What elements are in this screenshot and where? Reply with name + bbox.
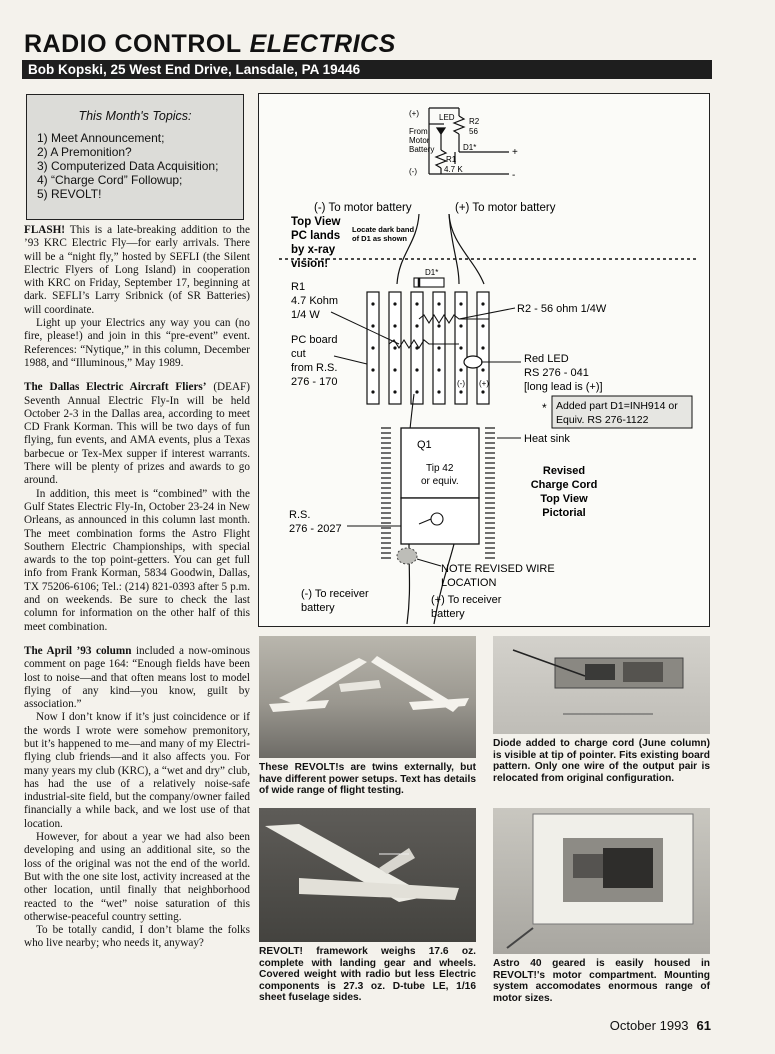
led-body	[464, 356, 482, 368]
schem-d1: D1*	[463, 143, 477, 152]
led-minus: (-)	[457, 379, 465, 388]
added-part-line: Added part D1=INH914 or	[556, 400, 678, 412]
lead-in: The April ’93 column	[24, 644, 132, 657]
caption-motor-compartment: Astro 40 geared is easily housed in REVOLT!'s motor compartment. Mounting system accomodates enormous range of motor sizes.	[493, 958, 710, 1004]
pc-board-label	[291, 334, 337, 388]
title-italic: ELECTRICS	[249, 30, 396, 58]
paragraph: However, for about a year we had also been developing and using an additional site, so the loss of the original was not the end of the world. But with the one site lost, activity increased at the other location, until finally that neighborhood reacted to the “wet” noise saturation of this otherwise-peaceful country setting.	[24, 831, 250, 923]
top-view-label	[291, 216, 340, 270]
svg-text:cut: cut	[291, 348, 306, 360]
svg-text:Top View: Top View	[291, 216, 341, 228]
r2-label: R2 - 56 ohm 1/4W	[517, 303, 607, 315]
tip-label: Tip 42	[426, 463, 454, 474]
byline-bar: Bob Kopski, 25 West End Drive, Lansdale, PA 19446	[22, 60, 712, 79]
paragraph: The Dallas Electric Aircraft Fliers’ (DEAF) Seventh Annual Electric Fly-In will be held October 2-3 in the Dallas area, according to meet CD Frank Korman. This will be two days of fun flying, fun events, and AMA events, plus a Texas barbecue or Tex-Mex supper if interest warrants. There will be plenty of prizes and awards to go around.	[24, 381, 250, 487]
svg-text:[long lead is (+)]: [long lead is (+)]	[524, 381, 603, 393]
svg-text:Revised: Revised	[542, 465, 586, 477]
topics-list	[27, 131, 243, 201]
q1-label: Q1	[417, 439, 432, 451]
revised-pictorial-label	[531, 465, 598, 519]
locate-label: Locate dark band	[352, 225, 415, 234]
schem-plus: (+)	[409, 109, 419, 118]
heat-sink-label: Heat sink	[524, 433, 570, 445]
added-star: *	[542, 401, 547, 415]
diode-label: D1*	[425, 268, 439, 277]
neg-receiver-label: battery	[301, 602, 335, 614]
pos-motor-label: (+) To motor battery	[455, 202, 556, 214]
caption-twin-planes: These REVOLT!s are twins externally, but have different power setups. Text has details of wide range of flight testing.	[259, 762, 476, 797]
motor-sketch	[493, 808, 710, 954]
topic-item: 3) Computerized Data Acquisition;	[37, 159, 219, 173]
lead-in: The Dallas Electric Aircraft Fliers’	[24, 381, 207, 394]
topic-item: 1) Meet Announcement;	[37, 131, 165, 145]
diagram-svg	[259, 94, 711, 628]
page-number: 61	[696, 1018, 711, 1033]
topic-item: 2) A Premonition?	[37, 145, 132, 159]
svg-text:Red LED: Red LED	[524, 353, 569, 365]
schem-led: LED	[439, 113, 455, 122]
topics-box	[26, 94, 244, 220]
paragraph: In addition, this meet is “combined” with the Gulf States Electric Fly-In, October 23-24 in New Orleans, as announced in this column last month. The meet combination forms the Astro Flight Southern Electric Championships, with special awards to the top point-getters. You can get full info from Frank Korman, 5834 Goodwin, Dallas, TX 75206-6106; Tel.: (214) 821-0393 after 5 p.m. and on weekends. Be sure to check the last column for information on the other half of this meet combination.	[24, 487, 250, 633]
framework-sketch	[259, 808, 476, 942]
rs-label: 276 - 2027	[289, 523, 342, 535]
topic-item: 4) “Charge Cord” Followup;	[37, 173, 183, 187]
heat-sink-left	[381, 428, 391, 558]
paragraph: Now I don’t know if it’s just coincidence or if the words I wrote were somehow premonitory, but it’s happened to me—and many of my Electri-flying club friends—and it also affects you. For many years my club (KRC), a “wet and dry” club, has had the use of a relatively noise-safe industrial-site field, but the company/owner failed financially a while back, and we lost use of that location.	[24, 711, 250, 830]
page-footer	[610, 1018, 711, 1033]
paragraph: FLASH! This is a late-breaking addition to the ’93 KRC Electric Fly—for early arrivals. There will be a “night fly,” hosted by SEFLI (the Silent Electric Flyers of Long Island) in cooperation with KRC on Friday, September 17, beginning at dark. SEFLI’s Larry Sribnick (of SR Batteries) will coordinate.	[24, 224, 250, 316]
svg-text:R1: R1	[291, 281, 306, 293]
paragraph: The April ’93 column included a now-ominous comment on page 164: “Enough fields have been lost to noise—and that often means lost to model flying of any kind—you know, guilt by association.”	[24, 644, 250, 711]
note-label: NOTE REVISED WIRE	[441, 563, 555, 575]
svg-text:PC lands: PC lands	[291, 230, 341, 242]
schem-out-plus: +	[512, 147, 518, 158]
note-label: LOCATION	[441, 577, 497, 589]
rs-label: R.S.	[289, 509, 311, 521]
neg-motor-label: (-) To motor battery	[314, 202, 412, 214]
svg-text:276 - 170: 276 - 170	[291, 376, 338, 388]
led-label	[524, 353, 603, 393]
photo-motor-compartment	[493, 808, 710, 954]
paragraph: Light up your Electrics any way you can (no fire, please!) and join in this “pre-event” event. References: “Nytique,” in this column, December 1988, and “Illuminous,” May 1989.	[24, 317, 250, 369]
topics-heading: This Month's Topics:	[78, 109, 192, 123]
pos-receiver-label: (+) To receiver	[431, 594, 502, 606]
pc-board-strips	[367, 292, 489, 404]
lead-in: FLASH!	[24, 224, 66, 236]
svg-text:1/4 W: 1/4 W	[291, 309, 320, 321]
led-plus: (+)	[479, 379, 489, 388]
photo-twin-planes	[259, 636, 476, 758]
schem-out-minus: -	[512, 170, 516, 181]
plane-silhouettes	[259, 636, 476, 758]
caption-diode-board: Diode added to charge cord (June column) is visible at tip of pointer. Fits existing board pattern. Only one wire of the output pair is relocated from original configuration.	[493, 738, 710, 784]
pos-receiver-label: battery	[431, 608, 465, 620]
schem-47k: 4.7 K	[444, 165, 463, 174]
revised-wire-marker	[397, 548, 417, 564]
schem-battery: Battery	[409, 145, 435, 154]
svg-text:Charge Cord: Charge Cord	[530, 479, 598, 491]
neg-receiver-label: (-) To receiver	[301, 588, 369, 600]
tip-label: or equiv.	[421, 476, 459, 487]
board-sketch	[493, 636, 710, 734]
column-title	[24, 30, 396, 59]
schem-motor: Motor	[409, 136, 430, 145]
photo-framework	[259, 808, 476, 942]
article-column	[24, 224, 250, 951]
heat-sink-right	[485, 428, 495, 558]
paragraph: To be totally candid, I don’t blame the folks who live nearby; who needs it, anyway?	[24, 924, 250, 950]
schem-56: 56	[469, 127, 478, 136]
topic-item: 5) REVOLT!	[37, 187, 102, 201]
r1-label	[291, 281, 338, 321]
svg-text:PC board: PC board	[291, 334, 338, 346]
schem-from: From	[409, 127, 428, 136]
schem-r1: R1	[446, 155, 457, 164]
caption-framework: REVOLT! framework weighs 17.6 oz. complete with landing gear and wheels. Covered weight with radio but less Electric components is 27.3 oz. D-tube LE, 1/16 sheet fuselage sides.	[259, 946, 476, 1004]
pc-board-holes	[371, 302, 484, 393]
added-part-line: Equiv. RS 276-1122	[556, 414, 649, 426]
locate-label: of D1 as shown	[352, 234, 408, 243]
title-main: RADIO CONTROL	[24, 30, 242, 58]
svg-text:Pictorial: Pictorial	[542, 507, 586, 519]
svg-text:RS 276 - 041: RS 276 - 041	[524, 367, 589, 379]
photo-diode-board	[493, 636, 710, 734]
issue-date: October 1993	[609, 1018, 689, 1033]
schem-minus: (-)	[409, 167, 417, 176]
svg-text:4.7 Kohm: 4.7 Kohm	[291, 295, 339, 307]
svg-text:vision!: vision!	[291, 258, 329, 270]
svg-text:by x-ray: by x-ray	[291, 244, 336, 256]
svg-text:from R.S.: from R.S.	[291, 362, 338, 374]
svg-text:Top View: Top View	[540, 493, 588, 505]
schem-r2: R2	[469, 117, 480, 126]
charge-cord-diagram	[258, 93, 710, 627]
